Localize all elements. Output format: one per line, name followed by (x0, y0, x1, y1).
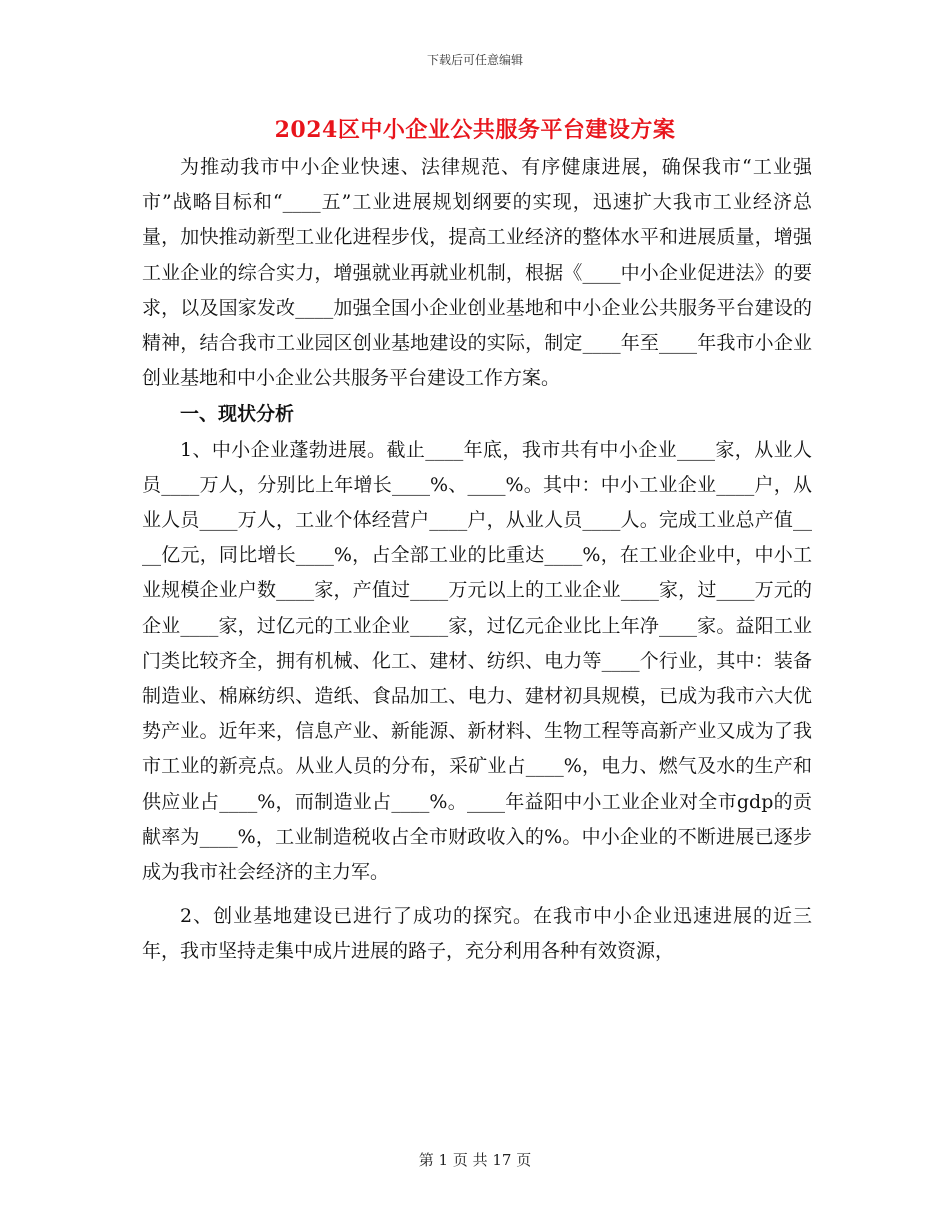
document-body (142, 150, 812, 970)
intro-paragraph: 为推动我市中小企业快速、法律规范、有序健康进展，确保我市“工业强市”战略目标和“____五”工业进展规划纲要的实现，迅速扩大我市工业经济总量，加快推动新型工业化进程步伐，提高工业经济的整体水平和进展质量，增强工业企业的综合实力，增强就业再就业机制，根据《____中小企业促进法》的要求，以及国家发改____加强全国小企业创业基地和中小企业公共服务平台建设的精神，结合我市工业园区创业基地建设的实际，制定____年至____年我市小企业创业基地和中小企业公共服务平台建设工作方案。 (142, 156, 812, 390)
paragraph-item-1: 1、中小企业蓬勃进展。截止____年底，我市共有中小企业____家，从业人员____万人，分别比上年增长____%、____%。其中：中小工业企业____户，从业人员____万人，工业个体经营户____户，从业人员____人。完成工业总产值____亿元，同比增长____%，占全部工业的比重达____%，在工业企业中，中小工业规模企业户数____家，产值过____万元以上的工业企业____家，过____万元的企业____家，过亿元的工业企业____家，过亿元企业比上年净____家。益阳工业门类比较齐全，拥有机械、化工、建材、纺织、电力等____个行业，其中：装备制造业、棉麻纺织、造纸、食品加工、电力、建材初具规模，已成为我市六大优势产业。近年来，信息产业、新能源、新材料、生物工程等高新产业又成为了我市工业的新亮点。从业人员的分布，采矿业占____%，电力、燃气及水的生产和供应业占____%，而制造业占____%。____年益阳中小工业企业对全市gdp的贡献率为____%，工业制造税收占全市财政收入的%。中小企业的不断进展已逐步成为我市社会经济的主力军。 (142, 438, 812, 884)
section-heading-status-analysis: 一、现状分析 (180, 403, 295, 426)
page-number: 第 1 页 共 17 页 (418, 1151, 532, 1169)
document-title: 2024区中小企业公共服务平台建设方案 (274, 117, 676, 143)
paragraph-item-2: 2、创业基地建设已进行了成功的探究。在我市中小企业迅速进展的近三年，我市坚持走集中成片进展的路子，充分利用各种有效资源， (142, 905, 812, 963)
page-header-note: 下载后可任意编辑 (426, 53, 523, 67)
